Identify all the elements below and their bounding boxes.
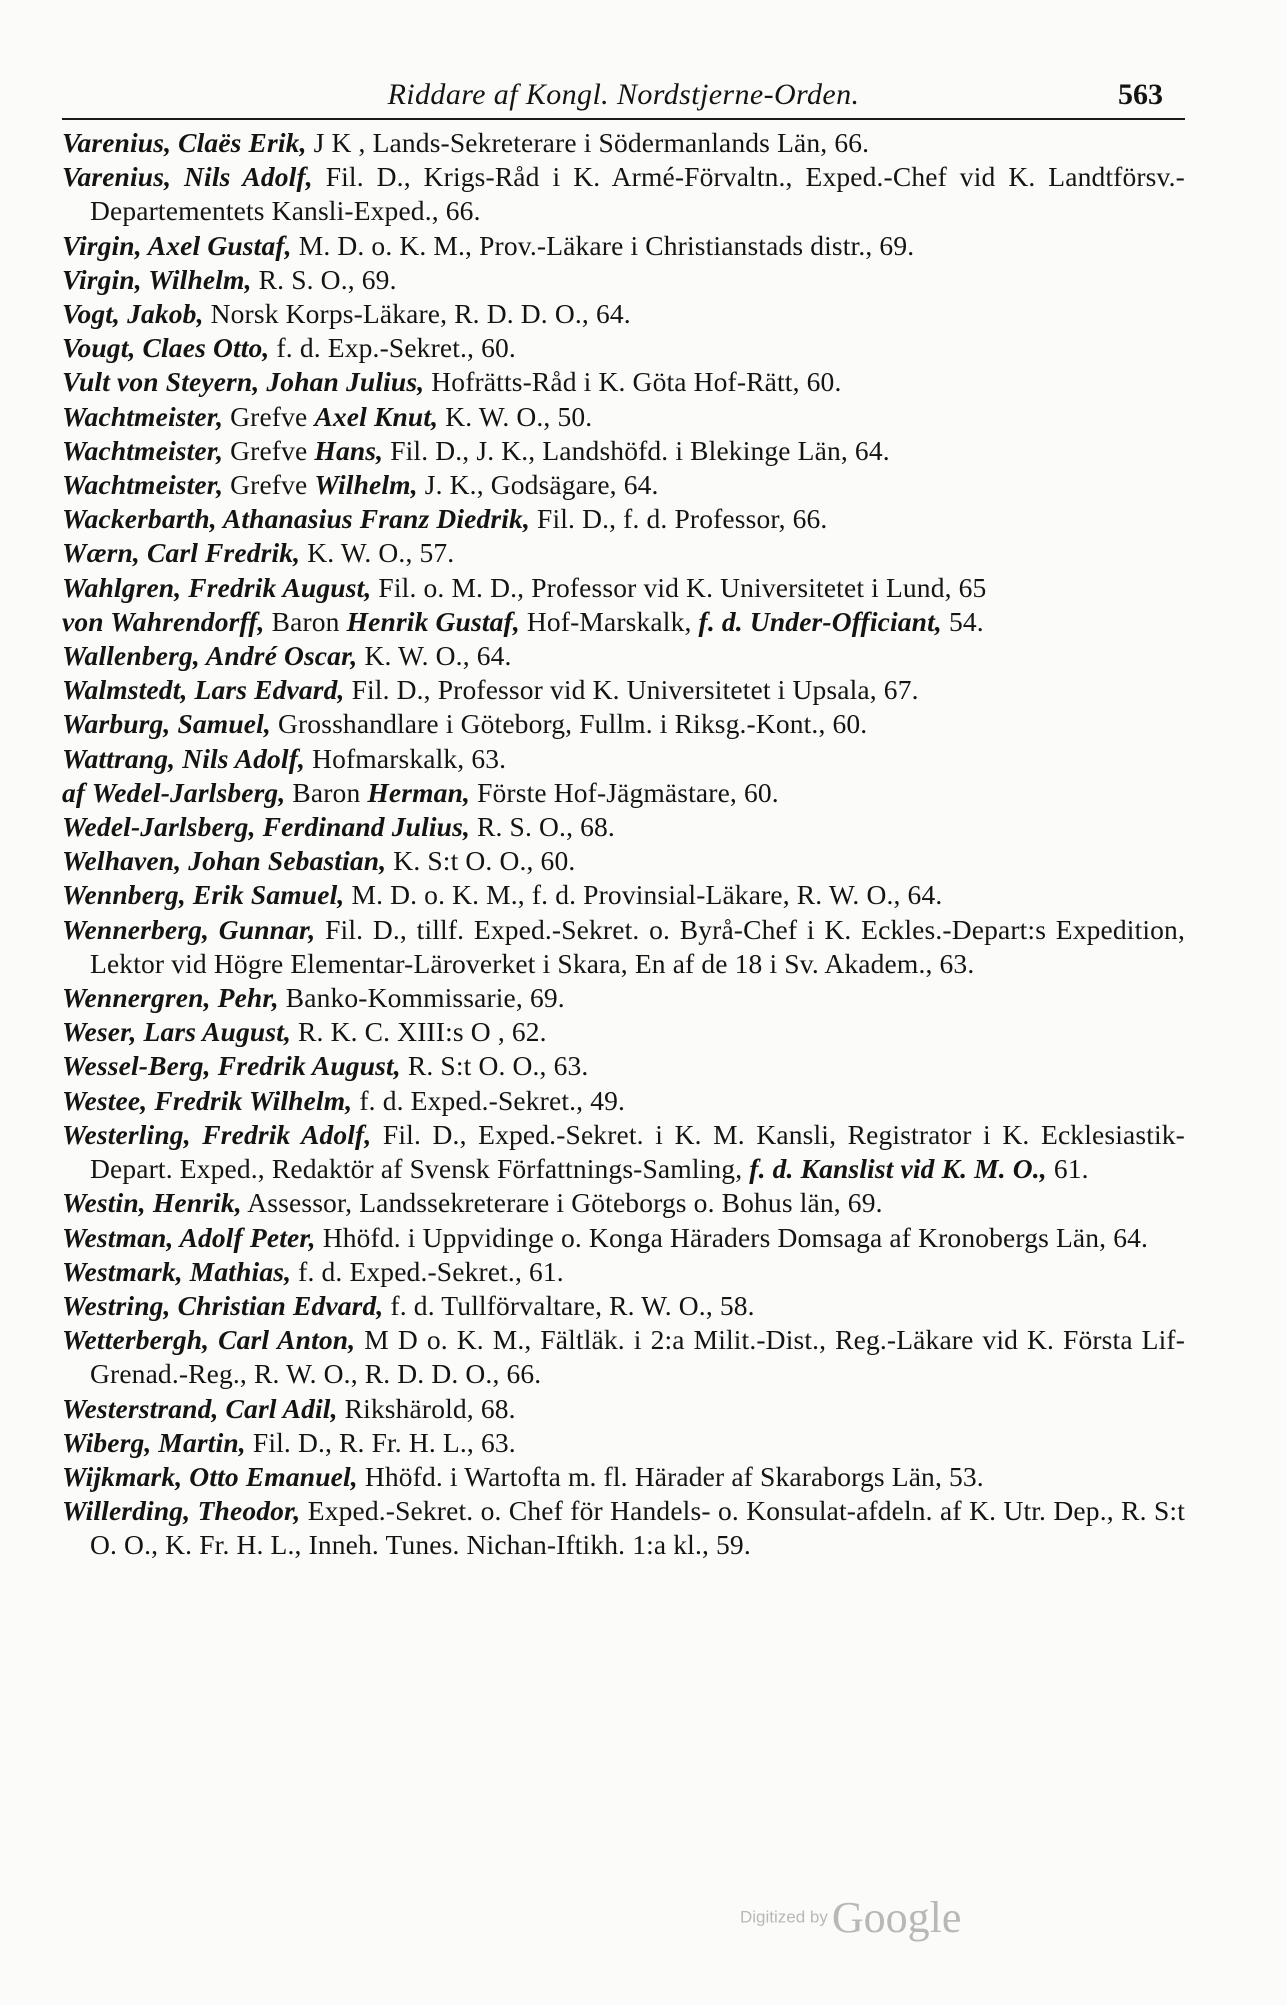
entry-text: Exped.-Sekret. o. Chef för Handels- o. Konsulat-afdeln. af K. Utr. Dep., R. S:t O. O., K. Fr. H. L., Inneh. Tunes. Nichan-Iftikh. 1:a kl., 59. (90, 1495, 1185, 1561)
entry-prefix: von (62, 605, 111, 637)
entry-text: Grefve (223, 434, 315, 466)
list-item (62, 776, 1185, 810)
digitized-watermark (740, 1892, 961, 1943)
entry-text: Fil. D., tillf. Exped.-Sekret. o. Byrå-Chef i K. Eckles.-Depart:s Expedition, Lektor vid Högre Elementar-Läroverket i Skara, En af de 18 i Sv. Akadem., 63. (90, 913, 1185, 979)
list-item (62, 229, 1185, 263)
list-item (62, 1426, 1185, 1460)
entry-text: Grefve (223, 469, 315, 501)
entry-text: Norsk Korps-Läkare, R. D. D. O., 64. (203, 298, 631, 330)
list-item (62, 844, 1185, 878)
entry-name: Wetterbergh, Carl Anton, (62, 1324, 356, 1356)
entry-name: Wedel-Jarlsberg, Ferdinand Julius, (62, 811, 470, 843)
entry-text: Fil. D., R. Fr. H. L., 63. (245, 1426, 516, 1458)
entry-name: Westring, Christian Edvard, (62, 1289, 384, 1321)
list-item (62, 1323, 1185, 1391)
list-item (62, 571, 1185, 605)
entry-name: Wiberg, Martin, (62, 1426, 246, 1458)
watermark-small-text: Digitized by (740, 1907, 828, 1927)
list-item (62, 434, 1185, 468)
entry-text: Assessor, Landssekreterare i Göteborgs o. Bohus län, 69. (241, 1187, 883, 1219)
entry-name: Wennergren, Pehr, (62, 982, 279, 1014)
list-item (62, 810, 1185, 844)
entry-name: Varenius, Nils Adolf, (62, 161, 313, 193)
entry-italic-text: Hans, (314, 434, 384, 466)
entry-name: Vogt, Jakob, (62, 298, 204, 330)
list-item (62, 160, 1185, 228)
entry-prefix: af (62, 776, 92, 808)
entry-text: K. W. O., 64. (357, 640, 512, 672)
entry-text: f. d. Tullförvaltare, R. W. O., 58. (383, 1289, 755, 1321)
entry-name: Westerstrand, Carl Adil, (62, 1392, 338, 1424)
entry-text: Fil. D., J. K., Landshöfd. i Blekinge Län, 64. (383, 434, 890, 466)
list-item (62, 1049, 1185, 1083)
entry-text: K. S:t O. O., 60. (386, 845, 576, 877)
list-item (62, 1186, 1185, 1220)
list-item (62, 400, 1185, 434)
list-item (62, 913, 1185, 981)
entry-name: Wærn, Carl Fredrik, (62, 537, 301, 569)
entry-text: 61. (1046, 1153, 1089, 1185)
entry-name: Wahrendorff, (110, 605, 265, 637)
entry-italic-text: Wilhelm, (314, 469, 418, 501)
list-item (62, 365, 1185, 399)
list-item (62, 707, 1185, 741)
entry-name: Vult von Steyern, Johan Julius, (62, 366, 425, 398)
watermark-logo-text: Google (831, 1893, 962, 1942)
list-item (62, 639, 1185, 673)
list-item (62, 1494, 1185, 1562)
entry-text: R. S. O., 68. (469, 811, 615, 843)
page-number: 563 (1118, 78, 1163, 111)
entry-italic-text: f. d. Under-Officiant, (698, 605, 942, 637)
list-item (62, 331, 1185, 365)
list-item (62, 126, 1185, 160)
entry-text: Grosshandlare i Göteborg, Fullm. i Riksg.-Kont., 60. (270, 708, 868, 740)
entry-text: Hof-Marskalk, (519, 605, 699, 637)
entry-name: Wennerberg, Gunnar, (62, 913, 316, 945)
list-item (62, 742, 1185, 776)
entry-name: Virgin, Wilhelm, (62, 263, 252, 295)
entry-text: K. W. O., 50. (438, 400, 593, 432)
entry-italic-text: Axel Knut, (314, 400, 439, 432)
entry-name: Vougt, Claes Otto, (62, 332, 270, 364)
entry-text: Fil. D., f. d. Professor, 66. (529, 503, 828, 535)
entry-name: Wachtmeister, (62, 434, 224, 466)
entry-text: M. D. o. K. M., Prov.-Läkare i Christianstads distr., 69. (291, 229, 915, 261)
entry-text: Hofrätts-Råd i K. Göta Hof-Rätt, 60. (424, 366, 842, 398)
entry-text: Fil. D., Professor vid K. Universitetet i Upsala, 67. (344, 674, 919, 706)
entry-name: Westee, Fredrik Wilhelm, (62, 1084, 353, 1116)
entry-name: Wattrang, Nils Adolf, (62, 742, 306, 774)
list-item (62, 673, 1185, 707)
list-item (62, 605, 1185, 639)
entry-name: Westman, Adolf Peter, (62, 1221, 316, 1253)
entry-text: Fil. o. M. D., Professor vid K. Universitetet i Lund, 65 (371, 571, 987, 603)
list-item (62, 502, 1185, 536)
entry-text: f. d. Exp.-Sekret., 60. (269, 332, 516, 364)
entry-name: Wallenberg, André Oscar, (62, 640, 358, 672)
entry-name: Wachtmeister, (62, 469, 224, 501)
entry-text: M D o. K. M., Fältläk. i 2:a Milit.-Dist., Reg.-Läkare vid K. Första Lif-Grenad.-Reg., R. W. O., R. D. D. O., 66. (90, 1324, 1186, 1390)
list-item (62, 263, 1185, 297)
entry-name: Virgin, Axel Gustaf, (62, 229, 292, 261)
entry-name: Varenius, Claës Erik, (62, 127, 307, 158)
list-item (62, 1084, 1185, 1118)
entry-name: Willerding, Theodor, (62, 1495, 301, 1527)
entry-text: J K , Lands-Sekreterare i Södermanlands Län, 66. (306, 127, 870, 158)
list-item (62, 1015, 1185, 1049)
list-item (62, 1460, 1185, 1494)
entry-name: Wahlgren, Fredrik August, (62, 571, 372, 603)
entry-text: R. S:t O. O., 63. (400, 1050, 589, 1082)
entry-name: Wachtmeister, (62, 400, 224, 432)
entry-text: M. D. o. K. M., f. d. Provinsial-Läkare, R. W. O., 64. (344, 879, 943, 911)
list-item (62, 468, 1185, 502)
page-title: Riddare af Kongl. Nordstjerne-Orden. (387, 78, 860, 111)
entry-italic-text: Henrik Gustaf, (346, 605, 520, 637)
entry-text: Rikshärold, 68. (337, 1392, 516, 1424)
entry-name: Wedel-Jarlsberg, (91, 776, 286, 808)
running-header (62, 72, 1185, 120)
list-item (62, 878, 1185, 912)
entry-text: Baron (264, 605, 347, 637)
list-item (62, 981, 1185, 1015)
list-item (62, 536, 1185, 570)
entry-text: R. S. O., 69. (251, 263, 397, 295)
entry-name: Weser, Lars August, (62, 1016, 292, 1048)
list-item (62, 1392, 1185, 1426)
entry-name: Wessel-Berg, Fredrik August, (62, 1050, 401, 1082)
entry-text: Hofmarskalk, 63. (305, 742, 507, 774)
entry-text: f. d. Exped.-Sekret., 61. (291, 1255, 564, 1287)
list-item (62, 1255, 1185, 1289)
entry-text: 54. (941, 605, 984, 637)
entry-italic-text: f. d. Kanslist vid K. M. O., (749, 1153, 1047, 1185)
entry-text: J. K., Godsägare, 64. (417, 469, 659, 501)
entry-name: Westerling, Fredrik Adolf, (62, 1118, 372, 1150)
entry-text: Fil. D., Krigs-Råd i K. Armé-Förvaltn., Exped.-Chef vid K. Landtförsv.-Departementets Kansli-Exped., 66. (90, 161, 1185, 227)
entry-name: Welhaven, Johan Sebastian, (62, 845, 387, 877)
entry-italic-text: Herman, (367, 776, 471, 808)
entry-text: f. d. Exped.-Sekret., 49. (352, 1084, 626, 1116)
entry-text: Banko-Kommissarie, 69. (278, 982, 565, 1014)
entry-text: Hhöfd. i Uppvidinge o. Konga Häraders Domsaga af Kronobergs Län, 64. (315, 1221, 1149, 1253)
entry-text: K. W. O., 57. (300, 537, 455, 569)
entry-name: Westmark, Mathias, (62, 1255, 292, 1287)
entry-name: Walmstedt, Lars Edvard, (62, 674, 345, 706)
entry-name: Westin, Henrik, (62, 1187, 242, 1219)
list-item (62, 1289, 1185, 1323)
entry-list (62, 126, 1185, 1563)
entry-text: Hhöfd. i Wartofta m. fl. Härader af Skaraborgs Län, 53. (357, 1460, 984, 1492)
entry-text: Fil. D., Exped.-Sekret. i K. M. Kansli, Registrator i K. Ecklesiastik-Depart. Exped., Redaktör af Svensk Författnings-Samling, (90, 1118, 1185, 1185)
entry-name: Warburg, Samuel, (62, 708, 271, 740)
list-item (62, 1221, 1185, 1255)
list-item (62, 297, 1185, 331)
entry-text: Baron (285, 776, 368, 808)
entry-name: Wennberg, Erik Samuel, (62, 879, 345, 911)
entry-text: R. K. C. XIII:s O , 62. (291, 1016, 547, 1048)
entry-name: Wijkmark, Otto Emanuel, (62, 1460, 358, 1492)
entry-name: Wackerbarth, Athanasius Franz Diedrik, (62, 503, 530, 535)
list-item (62, 1118, 1185, 1186)
document-page (62, 72, 1185, 1563)
entry-text: Förste Hof-Jägmästare, 60. (470, 776, 779, 808)
entry-text: Grefve (223, 400, 315, 432)
